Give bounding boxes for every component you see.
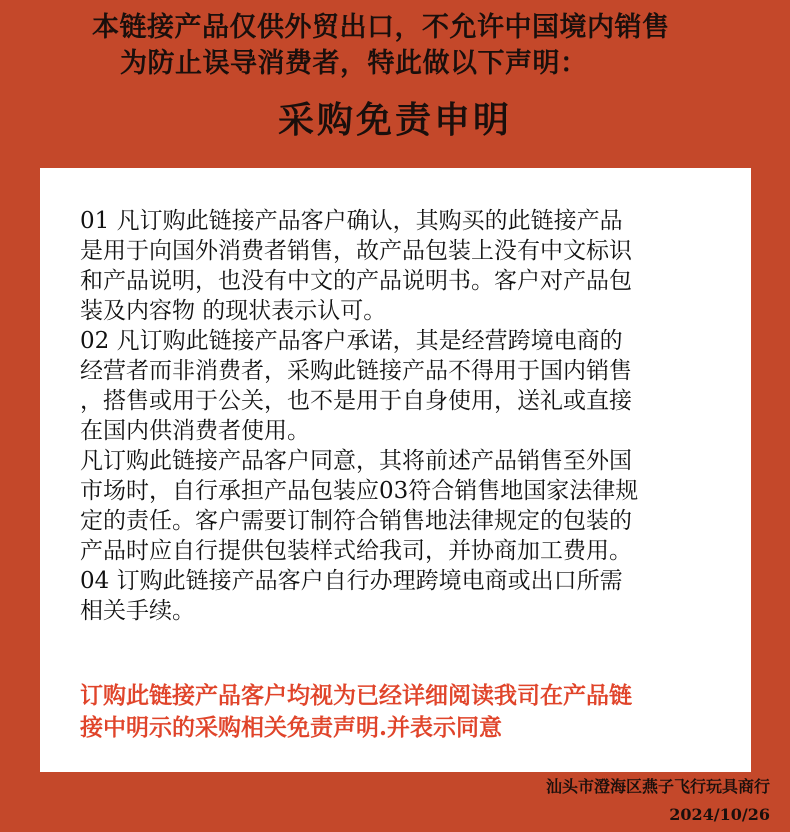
clause-03: 凡订购此链接产品客户同意，其将前述产品销售至外国 市场时，自行承担产品包装应03符合销售地国家法律规 定的责任。客户需要订制符合销售地法律规定的包装的 产品时应自行提供包装样式给我司，并协商加工费用。 bbox=[80, 448, 639, 564]
disclaimer-panel bbox=[40, 168, 751, 772]
clause-02: 02 凡订购此链接产品客户承诺，其是经营跨境电商的 经营者而非消费者，采购此链接产品不得用于国内销售 ，搭售或用于公关，也不是用于自身使用，送礼或直接 在国内供消费者使用。 bbox=[80, 328, 632, 444]
agreement-note: 订购此链接产品客户均视为已经详细阅读我司在产品链 接中明示的采购相关免责声明.并表示同意 bbox=[80, 682, 632, 741]
clause-04: 04 订购此链接产品客户自行办理跨境电商或出口所需 相关手续。 bbox=[80, 568, 623, 624]
disclaimer-body bbox=[80, 206, 720, 626]
header-line-2: 为防止误导消费者，特此做以下声明： bbox=[120, 48, 588, 79]
clause-01: 01 凡订购此链接产品客户确认，其购买的此链接产品 是用于向国外消费者销售，故产品包装上没有中文标识 和产品说明，也没有中文的产品说明书。客户对产品包 装及内容物 的现状表示认可。 bbox=[80, 208, 632, 324]
document-date: 2024/10/26 bbox=[669, 805, 770, 824]
header-line-1: 本链接产品仅供外贸出口，不允许中国境内销售 bbox=[92, 12, 670, 43]
company-name: 汕头市澄海区燕子飞行玩具商行 bbox=[545, 777, 770, 796]
page-title: 采购免责申明 bbox=[277, 99, 512, 141]
